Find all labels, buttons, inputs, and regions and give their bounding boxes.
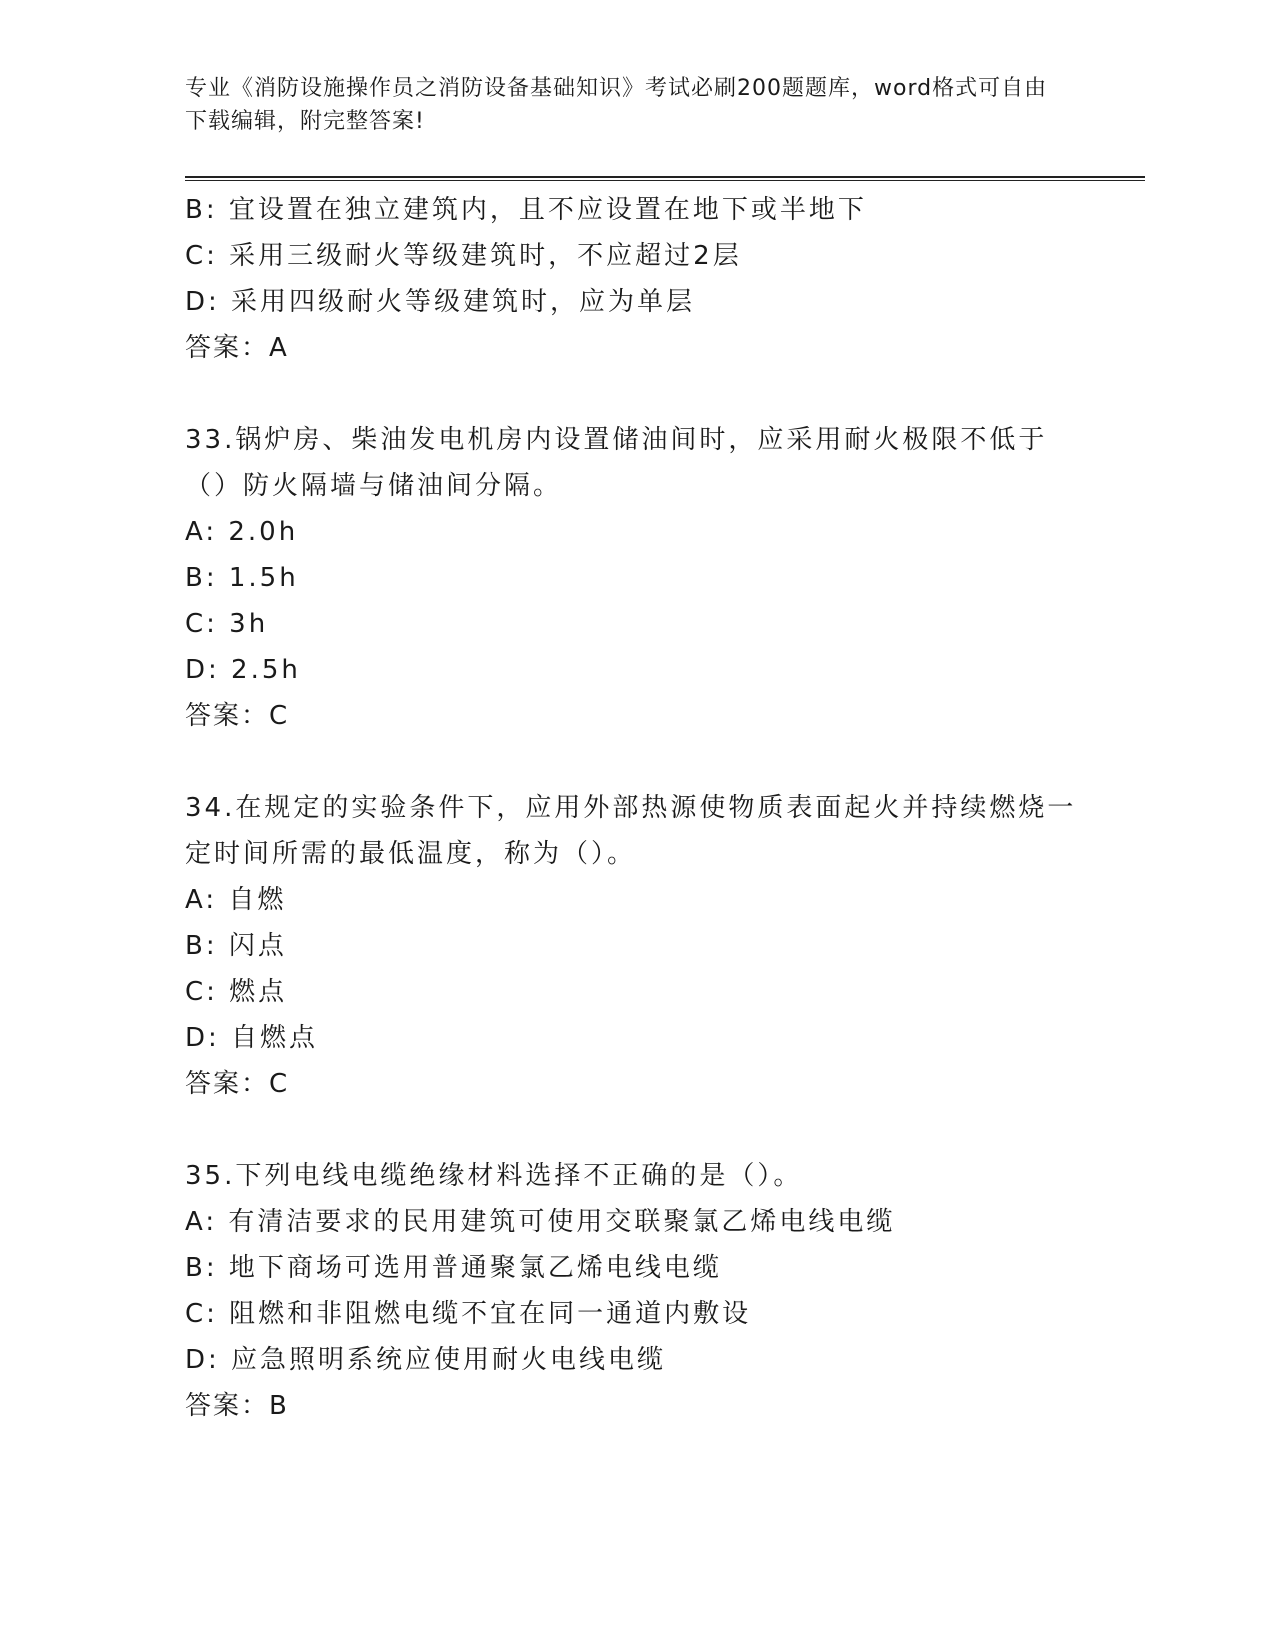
spacer — [185, 1107, 1145, 1153]
option-c: C: 阻燃和非阻燃电缆不宜在同一通道内敷设 — [185, 1299, 752, 1329]
answer-label: 答案：A — [185, 333, 289, 363]
header-divider — [185, 176, 1145, 181]
option-c: C: 燃点 — [185, 977, 288, 1007]
question-list — [185, 187, 1145, 1429]
question-stem: 33.锅炉房、柴油发电机房内设置储油间时，应采用耐火极限不低于（）防火隔墙与储油间分隔。 — [185, 425, 1048, 501]
question-stem: 35.下列电线电缆绝缘材料选择不正确的是（）。 — [185, 1161, 803, 1191]
option-a: A: 自燃 — [185, 885, 287, 915]
answer-label: 答案：B — [185, 1391, 289, 1421]
spacer — [185, 371, 1145, 417]
answer-label: 答案：C — [185, 701, 290, 731]
question-32-continuation — [185, 187, 1145, 371]
option-d: D: 采用四级耐火等级建筑时，应为单层 — [185, 287, 696, 317]
option-a: A: 2.0h — [185, 517, 299, 547]
option-b: B: 地下商场可选用普通聚氯乙烯电线电缆 — [185, 1253, 722, 1283]
option-b: B: 宜设置在独立建筑内，且不应设置在地下或半地下 — [185, 195, 867, 225]
option-a: A: 有清洁要求的民用建筑可使用交联聚氯乙烯电线电缆 — [185, 1207, 896, 1237]
option-d: D: 自燃点 — [185, 1023, 319, 1053]
answer-label: 答案：C — [185, 1069, 290, 1099]
question-33 — [185, 417, 1145, 739]
option-b: B: 1.5h — [185, 563, 299, 593]
question-stem: 34.在规定的实验条件下，应用外部热源使物质表面起火并持续燃烧一定时间所需的最低温度，称为（）。 — [185, 793, 1077, 869]
option-b: B: 闪点 — [185, 931, 287, 961]
spacer — [185, 739, 1145, 785]
option-d: D: 2.5h — [185, 655, 301, 685]
question-34 — [185, 785, 1145, 1107]
option-d: D: 应急照明系统应使用耐火电线电缆 — [185, 1345, 667, 1375]
option-c: C: 采用三级耐火等级建筑时，不应超过2层 — [185, 241, 742, 271]
document-header-title: 专业《消防设施操作员之消防设备基础知识》考试必刷200题题库，word格式可自由下载编辑，附完整答案! — [185, 76, 1048, 134]
option-c: C: 3h — [185, 609, 269, 639]
question-35 — [185, 1153, 1145, 1429]
